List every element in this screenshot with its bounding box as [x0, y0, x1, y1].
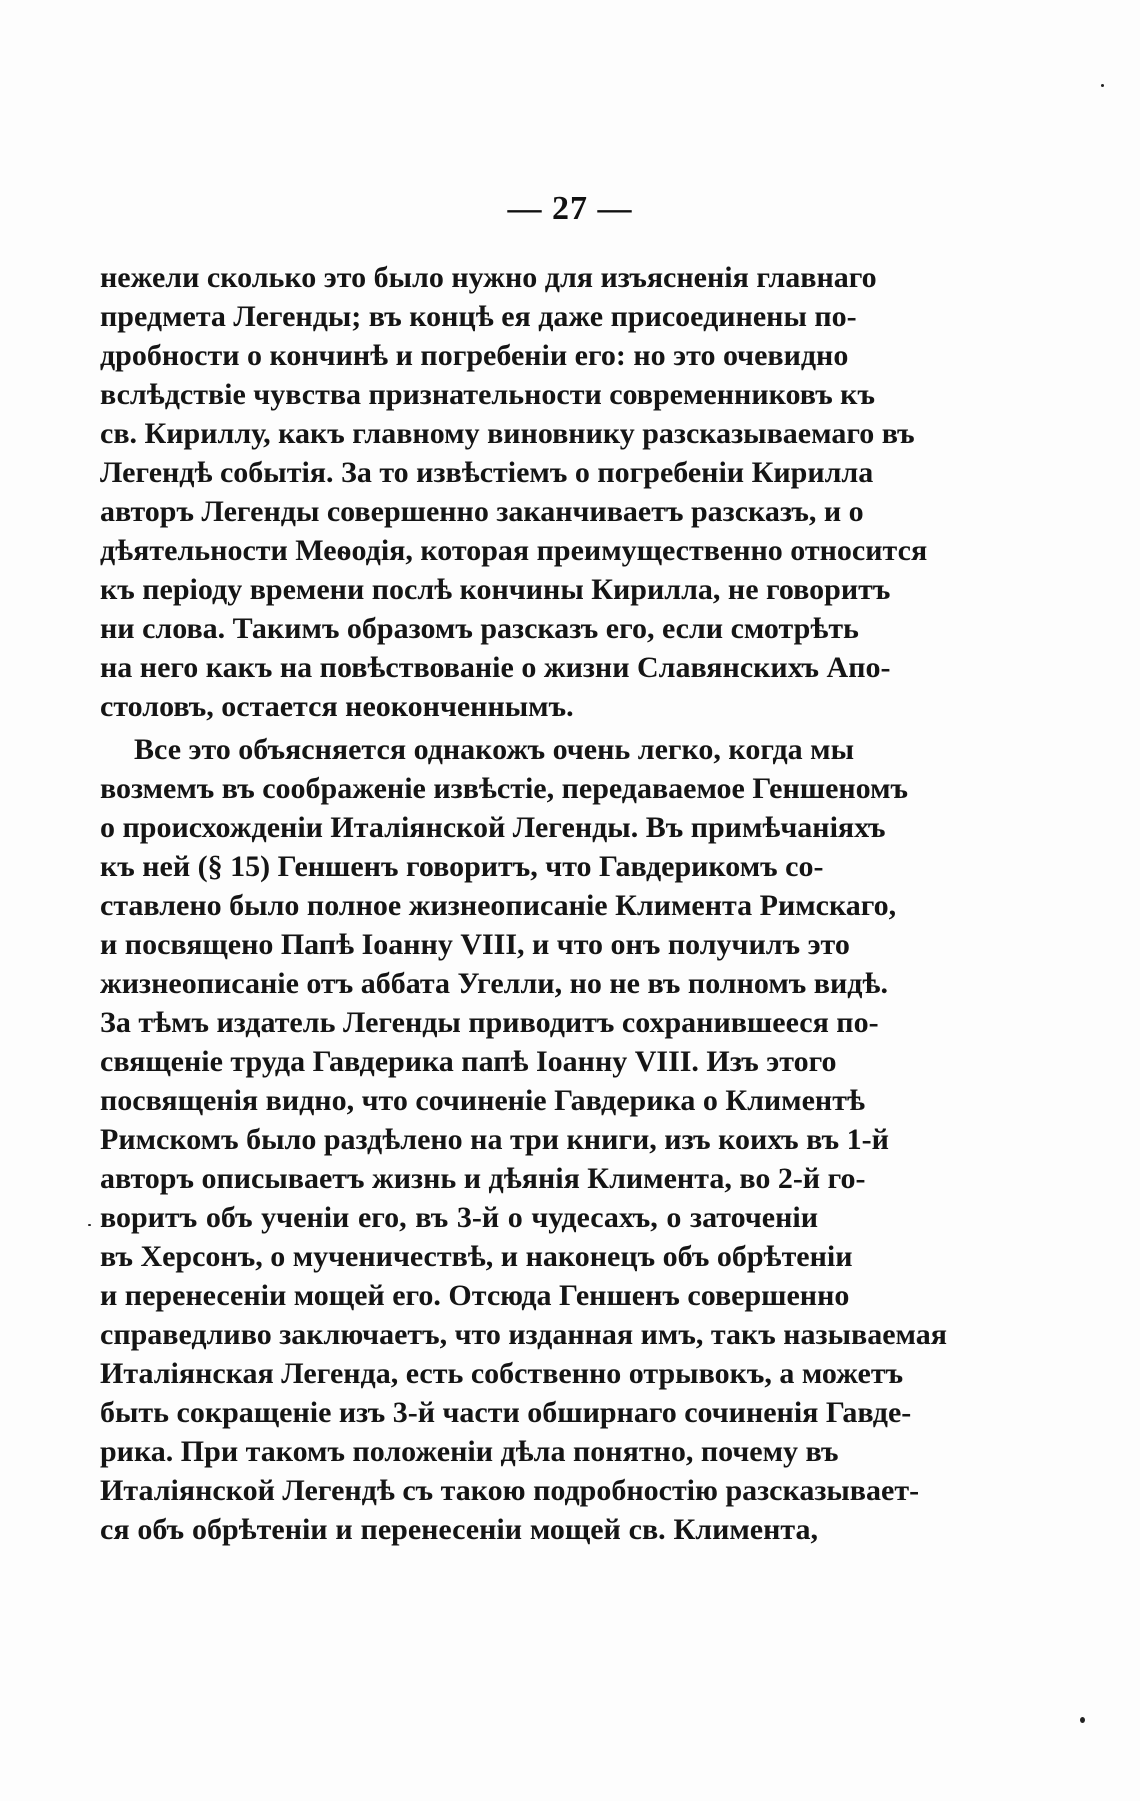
scan-speck — [1101, 84, 1104, 87]
text-line: Италіянская Легенда, есть собственно отрывокъ, а можетъ — [100, 1357, 904, 1390]
text-line: Легендѣ событія. За то извѣстіемъ о погребеніи Кирилла — [100, 456, 874, 489]
text-line: За тѣмъ издатель Легенды приводитъ сохранившееся по- — [100, 1006, 879, 1039]
text-line: вслѣдствіе чувства признательности современниковъ къ — [100, 378, 875, 411]
text-line: дѣятельности Меѳодія, которая преимущественно относится — [100, 534, 928, 567]
text-line: Италіянской Легендѣ съ такою подробностію разсказывает- — [100, 1474, 920, 1507]
page-number: — 27 — — [507, 190, 633, 227]
text-line: Римскомъ было раздѣлено на три книги, изъ коихъ въ 1-й — [100, 1123, 889, 1156]
scan-speck — [88, 1224, 91, 1226]
text-line: о происхожденіи Италіянской Легенды. Въ примѣчаніяхъ — [100, 811, 886, 844]
text-line: ни слова. Такимъ образомъ разсказъ его, если смотрѣть — [100, 612, 859, 645]
text-line: справедливо заключаетъ, что изданная имъ, такъ называемая — [100, 1318, 947, 1351]
text-line: посвященія видно, что сочиненіе Гавдерика о Климентѣ — [100, 1084, 865, 1117]
text-line: на него какъ на повѣствованіе о жизни Славянскихъ Апо- — [100, 651, 891, 684]
body-text — [100, 258, 947, 1549]
text-line: столовъ, остается неоконченнымъ. — [100, 690, 574, 723]
text-line: и перенесеніи мощей его. Отсюда Геншенъ совершенно — [100, 1279, 850, 1312]
paragraph-2 — [100, 730, 947, 1549]
text-line: рика. При такомъ положеніи дѣла понятно, почему въ — [100, 1435, 839, 1468]
text-line: Все это объясняется однакожъ очень легко, когда мы — [134, 733, 854, 766]
text-line: жизнеописаніе отъ аббата Угелли, но не въ полномъ видѣ. — [100, 967, 888, 1000]
text-line: и посвящено Папѣ Іоанну VIII, и что онъ получилъ это — [100, 928, 850, 961]
text-line: дробности о кончинѣ и погребеніи его: но это очевидно — [100, 339, 849, 372]
text-line: ся объ обрѣтеніи и перенесеніи мощей св. Климента, — [100, 1513, 818, 1546]
text-line: св. Кириллу, какъ главному виновнику разсказываемаго въ — [100, 417, 915, 450]
text-line: ставлено было полное жизнеописаніе Климента Римскаго, — [100, 889, 897, 922]
text-line: нежели сколько это было нужно для изъясненія главнаго — [100, 261, 877, 294]
text-line: авторъ описываетъ жизнь и дѣянія Климента, во 2-й го- — [100, 1162, 866, 1195]
text-line: воритъ объ ученіи его, въ 3-й о чудесахъ, о заточеніи — [100, 1201, 818, 1234]
text-line: къ періоду времени послѣ кончины Кирилла, не говоритъ — [100, 573, 891, 606]
text-line: къ ней (§ 15) Геншенъ говоритъ, что Гавдерикомъ со- — [100, 850, 824, 883]
text-line: въ Херсонъ, о мученичествѣ, и наконецъ объ обрѣтеніи — [100, 1240, 853, 1273]
text-line: предмета Легенды; въ концѣ ея даже присоединены по- — [100, 300, 857, 333]
scan-speck — [1080, 1717, 1085, 1723]
text-line: быть сокращеніе изъ 3-й части обширнаго сочиненія Гавде- — [100, 1396, 912, 1429]
paragraph-1 — [100, 258, 928, 726]
text-line: авторъ Легенды совершенно заканчиваетъ разсказъ, и о — [100, 495, 864, 528]
text-line: священіе труда Гавдерика папѣ Іоанну VIII. Изъ этого — [100, 1045, 837, 1078]
text-line: возмемъ въ соображеніе извѣстіе, передаваемое Геншеномъ — [100, 772, 909, 805]
